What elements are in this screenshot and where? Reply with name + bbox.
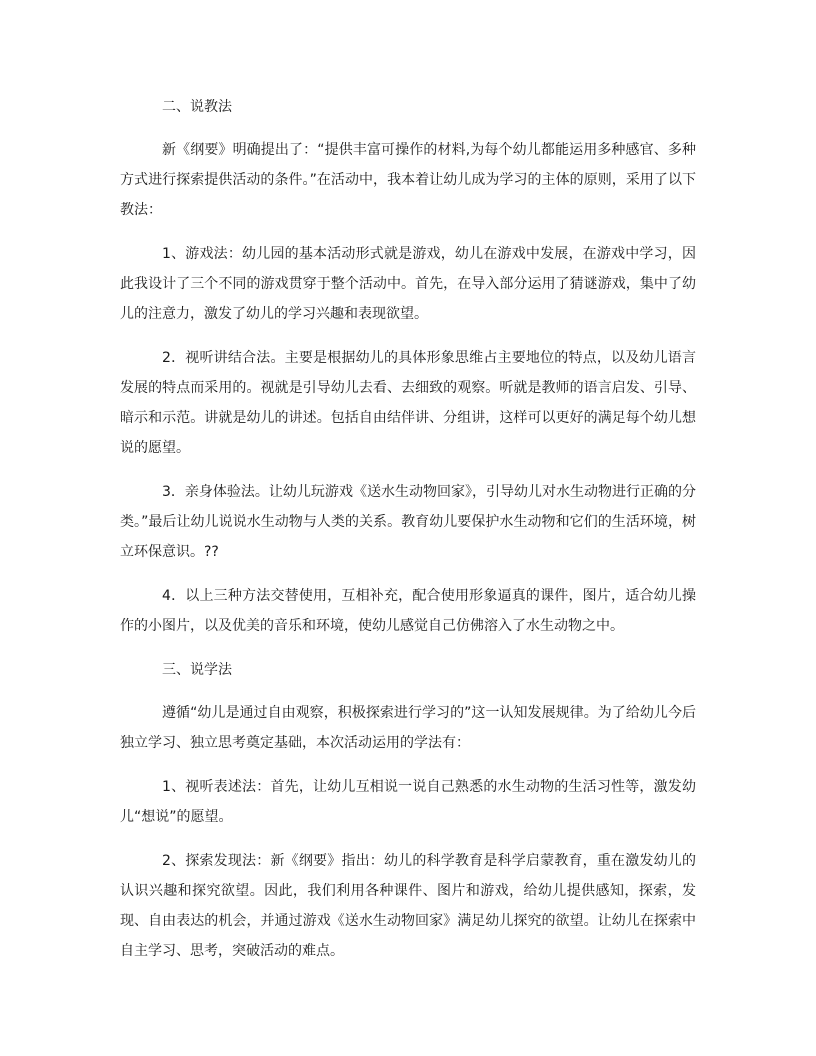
paragraph-method-experience: 3．亲身体验法。让幼儿玩游戏《送水生动物回家》，引导幼儿对水生动物进行正确的分类。”最后让幼儿说说水生动物与人类的关系。教育幼儿要保护水生动物和它们的生活环境，树立环保意识。?? (120, 484, 696, 560)
paragraph-method-game: 1、游戏法：幼儿园的基本活动形式就是游戏，幼儿在游戏中发展，在游戏中学习，因此我设计了三个不同的游戏贯穿于整个活动中。首先，在导入部分运用了猜谜游戏，集中了幼儿的注意力，激发了幼儿的学习兴趣和表现欲望。 (120, 246, 696, 322)
section-heading-learning-methods: 三、说学法 (162, 662, 232, 678)
paragraph-teaching-intro: 新《纲要》明确提出了：“提供丰富可操作的材料,为每个幼儿都能运用多种感官、多种方式进行探索提供活动的条件。”在活动中，我本着让幼儿成为学习的主体的原则，采用了以下教法： (120, 142, 696, 218)
paragraph-learning-intro: 遵循“幼儿是通过自由观察，积极探索进行学习的”这一认知发展规律。为了给幼儿今后独立学习、独立思考奠定基础，本次活动运用的学法有： (120, 705, 696, 751)
paragraph-method-combined: 4．以上三种方法交替使用，互相补充，配合使用形象逼真的课件，图片，适合幼儿操作的小图片，以及优美的音乐和环境，使幼儿感觉自己仿佛溶入了水生动物之中。 (120, 588, 696, 634)
paragraph-study-exploration: 2、探索发现法：新《纲要》指出：幼儿的科学教育是科学启蒙教育，重在激发幼儿的认识兴趣和探究欲望。因此，我们利用各种课件、图片和游戏，给幼儿提供感知，探索，发现、自由表达的机会，并通过游戏《送水生动物回家》满足幼儿探究的欲望。让幼儿在探索中自主学习、思考，突破活动的难点。 (120, 853, 696, 959)
section-heading-teaching-methods: 二、说教法 (162, 99, 232, 115)
document-page (120, 92, 696, 980)
paragraph-study-audiovisual: 1、视听表述法：首先，让幼儿互相说一说自己熟悉的水生动物的生活习性等，激发幼儿“想说”的愿望。 (120, 779, 696, 825)
paragraph-method-audiovisual: 2．视听讲结合法。主要是根据幼儿的具体形象思维占主要地位的特点，以及幼儿语言发展的特点而采用的。视就是引导幼儿去看、去细致的观察。听就是教师的语言启发、引导、暗示和示范。讲就是幼儿的讲述。包括自由结伴讲、分组讲，这样可以更好的满足每个幼儿想说的愿望。 (120, 350, 696, 456)
